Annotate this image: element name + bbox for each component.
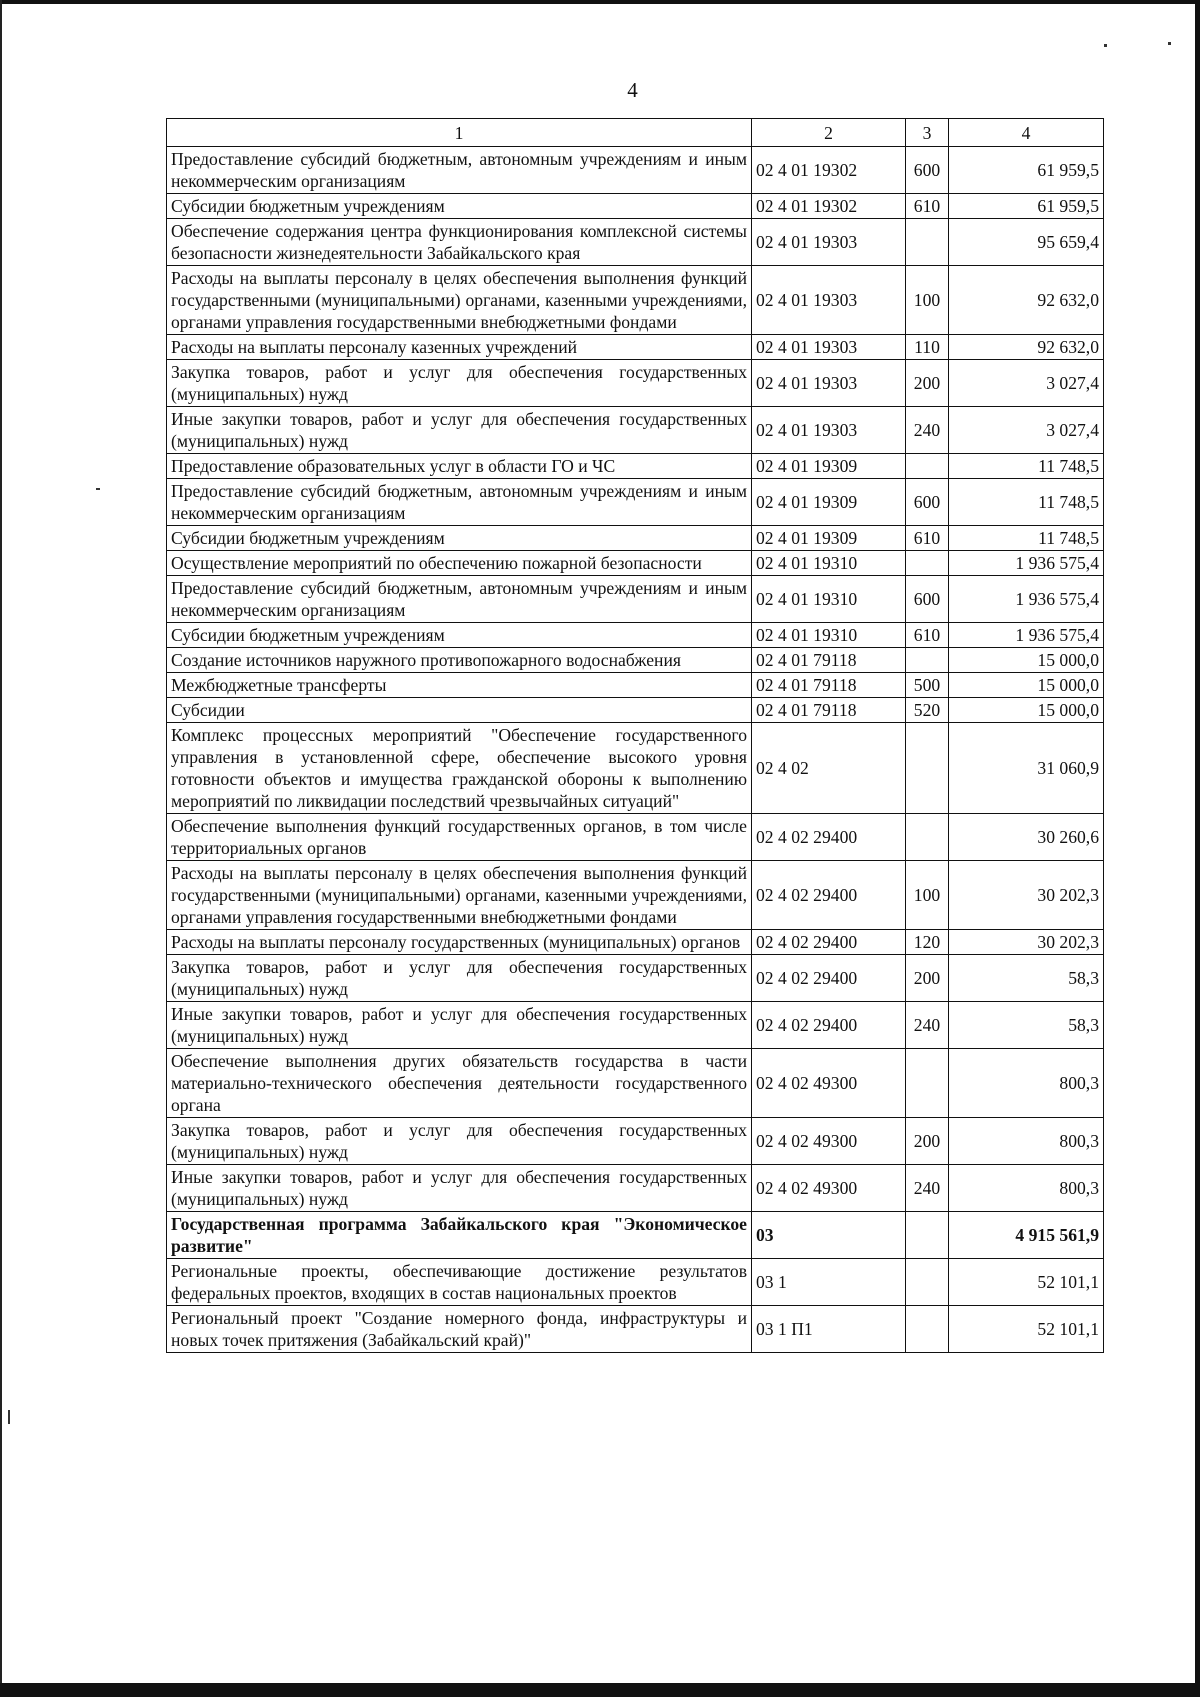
- row-amount-cell: 11 748,5: [949, 454, 1104, 479]
- row-code-cell: 02 4 02 29400: [752, 814, 906, 861]
- row-expense-type-cell: [906, 1049, 949, 1118]
- row-name-cell: Государственная программа Забайкальского края "Экономическое развитие": [167, 1212, 752, 1259]
- row-code-cell: 03 1 П1: [752, 1306, 906, 1353]
- table-row: [167, 360, 1104, 407]
- row-amount-cell: 11 748,5: [949, 479, 1104, 526]
- table-row: [167, 673, 1104, 698]
- table-row: [167, 407, 1104, 454]
- row-name-cell: Комплекс процессных мероприятий "Обеспечение государственного управления в установленной сфере, обеспечение высокого уровня готовности объектов и имущества гражданской обороны к выполнению мероприятий по ликвидации последствий чрезвычайных ситуаций": [167, 723, 752, 814]
- table-row: [167, 930, 1104, 955]
- table-row: [167, 698, 1104, 723]
- table-row: [167, 551, 1104, 576]
- row-expense-type-cell: 100: [906, 861, 949, 930]
- table-row: [167, 1118, 1104, 1165]
- row-amount-cell: 15 000,0: [949, 673, 1104, 698]
- row-name-cell: Предоставление субсидий бюджетным, автономным учреждениям и иным некоммерческим организациям: [167, 147, 752, 194]
- row-amount-cell: 11 748,5: [949, 526, 1104, 551]
- row-amount-cell: 30 260,6: [949, 814, 1104, 861]
- row-expense-type-cell: 240: [906, 407, 949, 454]
- row-name-cell: Иные закупки товаров, работ и услуг для обеспечения государственных (муниципальных) нужд: [167, 1002, 752, 1049]
- row-code-cell: 02 4 02: [752, 723, 906, 814]
- row-name-cell: Иные закупки товаров, работ и услуг для обеспечения государственных (муниципальных) нужд: [167, 407, 752, 454]
- row-expense-type-cell: [906, 1212, 949, 1259]
- row-code-cell: 02 4 01 19310: [752, 623, 906, 648]
- table-row: [167, 955, 1104, 1002]
- row-name-cell: Субсидии бюджетным учреждениям: [167, 623, 752, 648]
- row-amount-cell: 15 000,0: [949, 698, 1104, 723]
- row-code-cell: 02 4 02 49300: [752, 1118, 906, 1165]
- row-name-cell: Субсидии бюджетным учреждениям: [167, 194, 752, 219]
- table-row: [167, 454, 1104, 479]
- row-name-cell: Предоставление субсидий бюджетным, автономным учреждениям и иным некоммерческим организациям: [167, 479, 752, 526]
- row-name-cell: Субсидии бюджетным учреждениям: [167, 526, 752, 551]
- row-code-cell: 02 4 02 29400: [752, 861, 906, 930]
- row-amount-cell: 52 101,1: [949, 1306, 1104, 1353]
- row-expense-type-cell: 520: [906, 698, 949, 723]
- row-name-cell: Закупка товаров, работ и услуг для обеспечения государственных (муниципальных) нужд: [167, 955, 752, 1002]
- scan-speck: [1168, 42, 1171, 45]
- row-expense-type-cell: [906, 814, 949, 861]
- row-expense-type-cell: 200: [906, 360, 949, 407]
- row-code-cell: 02 4 01 79118: [752, 648, 906, 673]
- row-name-cell: Расходы на выплаты персоналу казенных учреждений: [167, 335, 752, 360]
- table-row: [167, 814, 1104, 861]
- row-name-cell: Осуществление мероприятий по обеспечению пожарной безопасности: [167, 551, 752, 576]
- table-row: [167, 623, 1104, 648]
- table-row: [167, 219, 1104, 266]
- row-amount-cell: 30 202,3: [949, 930, 1104, 955]
- row-amount-cell: 15 000,0: [949, 648, 1104, 673]
- row-name-cell: Обеспечение выполнения функций государственных органов, в том числе территориальных органов: [167, 814, 752, 861]
- row-name-cell: Обеспечение содержания центра функционирования комплексной системы безопасности жизнедеятельности Забайкальского края: [167, 219, 752, 266]
- table-row: [167, 335, 1104, 360]
- row-amount-cell: 1 936 575,4: [949, 576, 1104, 623]
- row-code-cell: 02 4 01 19303: [752, 219, 906, 266]
- row-amount-cell: 800,3: [949, 1049, 1104, 1118]
- row-expense-type-cell: [906, 1306, 949, 1353]
- table-row: [167, 1002, 1104, 1049]
- row-amount-cell: 1 936 575,4: [949, 551, 1104, 576]
- row-name-cell: Предоставление образовательных услуг в области ГО и ЧС: [167, 454, 752, 479]
- page-number: 4: [627, 78, 638, 102]
- row-code-cell: 02 4 01 79118: [752, 673, 906, 698]
- row-code-cell: 02 4 01 19303: [752, 407, 906, 454]
- row-amount-cell: 92 632,0: [949, 266, 1104, 335]
- table-row: [167, 1165, 1104, 1212]
- row-expense-type-cell: 240: [906, 1002, 949, 1049]
- row-code-cell: 02 4 01 19310: [752, 576, 906, 623]
- row-amount-cell: 3 027,4: [949, 407, 1104, 454]
- table-body: [167, 147, 1104, 1353]
- row-expense-type-cell: 600: [906, 147, 949, 194]
- row-expense-type-cell: 600: [906, 576, 949, 623]
- row-amount-cell: 61 959,5: [949, 147, 1104, 194]
- row-expense-type-cell: 600: [906, 479, 949, 526]
- row-code-cell: 02 4 01 19303: [752, 335, 906, 360]
- row-code-cell: 02 4 01 79118: [752, 698, 906, 723]
- row-name-cell: Межбюджетные трансферты: [167, 673, 752, 698]
- row-name-cell: Закупка товаров, работ и услуг для обеспечения государственных (муниципальных) нужд: [167, 360, 752, 407]
- budget-table: [166, 118, 1104, 1353]
- row-expense-type-cell: [906, 723, 949, 814]
- table-row: [167, 723, 1104, 814]
- column-header-name: 1: [167, 119, 752, 147]
- row-amount-cell: 1 936 575,4: [949, 623, 1104, 648]
- row-code-cell: 02 4 01 19309: [752, 526, 906, 551]
- row-expense-type-cell: 200: [906, 955, 949, 1002]
- row-expense-type-cell: [906, 551, 949, 576]
- row-expense-type-cell: [906, 1259, 949, 1306]
- row-expense-type-cell: [906, 648, 949, 673]
- row-code-cell: 02 4 01 19302: [752, 147, 906, 194]
- row-name-cell: Иные закупки товаров, работ и услуг для обеспечения государственных (муниципальных) нужд: [167, 1165, 752, 1212]
- table-row: [167, 576, 1104, 623]
- row-amount-cell: 3 027,4: [949, 360, 1104, 407]
- row-code-cell: 02 4 01 19302: [752, 194, 906, 219]
- scan-speck: [8, 1410, 10, 1424]
- row-code-cell: 02 4 02 29400: [752, 955, 906, 1002]
- column-header-code: 2: [752, 119, 906, 147]
- scan-edge-right: [1195, 0, 1200, 1697]
- row-code-cell: 02 4 01 19309: [752, 454, 906, 479]
- scan-speck: [1104, 44, 1107, 47]
- table-header-row: [167, 119, 1104, 147]
- row-expense-type-cell: 200: [906, 1118, 949, 1165]
- scan-speck: [96, 488, 100, 490]
- row-amount-cell: 58,3: [949, 955, 1104, 1002]
- row-code-cell: 03: [752, 1212, 906, 1259]
- row-expense-type-cell: [906, 454, 949, 479]
- row-code-cell: 02 4 01 19303: [752, 266, 906, 335]
- row-code-cell: 02 4 01 19303: [752, 360, 906, 407]
- column-header-type: 3: [906, 119, 949, 147]
- row-code-cell: 02 4 01 19309: [752, 479, 906, 526]
- row-amount-cell: 52 101,1: [949, 1259, 1104, 1306]
- row-expense-type-cell: 610: [906, 194, 949, 219]
- row-amount-cell: 92 632,0: [949, 335, 1104, 360]
- row-expense-type-cell: 120: [906, 930, 949, 955]
- row-expense-type-cell: 100: [906, 266, 949, 335]
- row-name-cell: Расходы на выплаты персоналу государственных (муниципальных) органов: [167, 930, 752, 955]
- row-amount-cell: 4 915 561,9: [949, 1212, 1104, 1259]
- row-expense-type-cell: 240: [906, 1165, 949, 1212]
- row-name-cell: Субсидии: [167, 698, 752, 723]
- table-row: [167, 1212, 1104, 1259]
- column-header-amount: 4: [949, 119, 1104, 147]
- row-expense-type-cell: 500: [906, 673, 949, 698]
- row-code-cell: 02 4 02 49300: [752, 1165, 906, 1212]
- row-code-cell: 03 1: [752, 1259, 906, 1306]
- row-name-cell: Региональные проекты, обеспечивающие достижение результатов федеральных проектов, входящих в состав национальных проектов: [167, 1259, 752, 1306]
- row-name-cell: Региональный проект "Создание номерного фонда, инфраструктуры и новых точек притяжения (Забайкальский край)": [167, 1306, 752, 1353]
- scan-edge-bottom: [0, 1683, 1200, 1697]
- row-code-cell: 02 4 02 29400: [752, 1002, 906, 1049]
- row-expense-type-cell: 110: [906, 335, 949, 360]
- table-row: [167, 194, 1104, 219]
- row-code-cell: 02 4 01 19310: [752, 551, 906, 576]
- table-row: [167, 147, 1104, 194]
- row-expense-type-cell: [906, 219, 949, 266]
- table-row: [167, 1259, 1104, 1306]
- row-name-cell: Обеспечение выполнения других обязательств государства в части материально-технического обеспечения деятельности государственного органа: [167, 1049, 752, 1118]
- scan-edge-left: [0, 0, 2, 1697]
- table-row: [167, 861, 1104, 930]
- table-row: [167, 479, 1104, 526]
- row-amount-cell: 95 659,4: [949, 219, 1104, 266]
- row-code-cell: 02 4 02 49300: [752, 1049, 906, 1118]
- row-amount-cell: 800,3: [949, 1118, 1104, 1165]
- row-expense-type-cell: 610: [906, 526, 949, 551]
- row-name-cell: Расходы на выплаты персоналу в целях обеспечения выполнения функций государственными (муниципальными) органами, казенными учреждениями, органами управления государственными внебюджетными фондами: [167, 861, 752, 930]
- row-amount-cell: 31 060,9: [949, 723, 1104, 814]
- row-expense-type-cell: 610: [906, 623, 949, 648]
- row-name-cell: Предоставление субсидий бюджетным, автономным учреждениям и иным некоммерческим организациям: [167, 576, 752, 623]
- row-name-cell: Закупка товаров, работ и услуг для обеспечения государственных (муниципальных) нужд: [167, 1118, 752, 1165]
- scan-edge-top: [0, 0, 1200, 4]
- table-row: [167, 1306, 1104, 1353]
- row-name-cell: Расходы на выплаты персоналу в целях обеспечения выполнения функций государственными (муниципальными) органами, казенными учреждениями, органами управления государственными внебюджетными фондами: [167, 266, 752, 335]
- row-amount-cell: 30 202,3: [949, 861, 1104, 930]
- row-amount-cell: 61 959,5: [949, 194, 1104, 219]
- table-row: [167, 266, 1104, 335]
- table-row: [167, 648, 1104, 673]
- row-code-cell: 02 4 02 29400: [752, 930, 906, 955]
- row-amount-cell: 800,3: [949, 1165, 1104, 1212]
- table-row: [167, 526, 1104, 551]
- row-name-cell: Создание источников наружного противопожарного водоснабжения: [167, 648, 752, 673]
- row-amount-cell: 58,3: [949, 1002, 1104, 1049]
- table-row: [167, 1049, 1104, 1118]
